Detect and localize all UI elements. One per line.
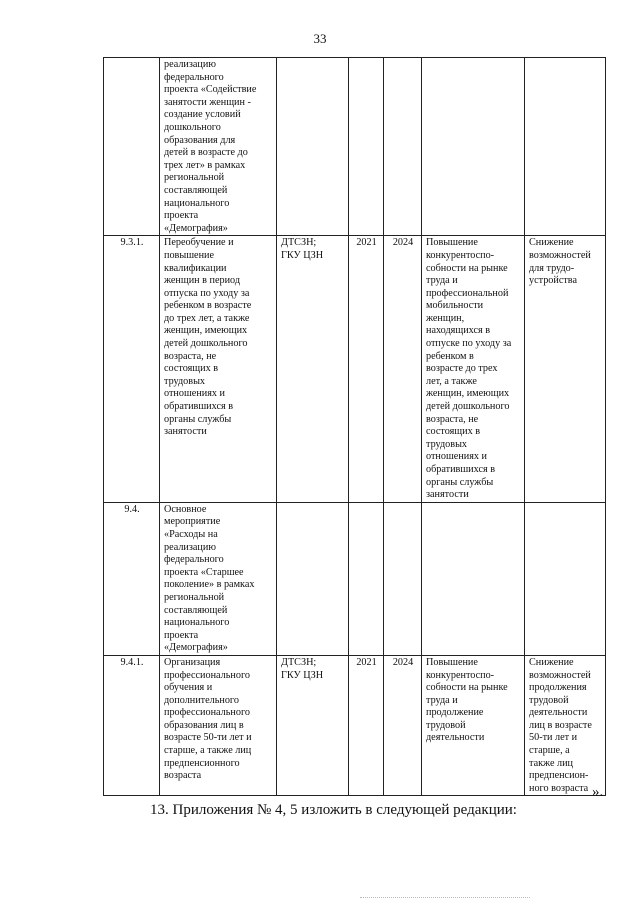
table-row — [104, 655, 606, 796]
end-year: 2024 — [384, 655, 422, 796]
closing-quote: ». — [592, 784, 604, 800]
executor — [277, 58, 349, 236]
page-number: 33 — [313, 31, 327, 46]
end-year: 2024 — [384, 236, 422, 502]
row-number: 9.3.1. — [104, 236, 160, 502]
expected-result — [422, 58, 525, 236]
measure-name — [160, 58, 277, 236]
executor — [277, 655, 349, 796]
row-number: 9.4.1. — [104, 655, 160, 796]
start-year — [349, 58, 384, 236]
amendment-statement: 13. Приложения № 4, 5 изложить в следующей редакции: — [150, 802, 517, 818]
table-row — [104, 502, 606, 655]
start-year: 2021 — [349, 655, 384, 796]
consequence — [525, 502, 606, 655]
executor — [277, 236, 349, 502]
expected-result-text: Повышение конкурентоспо- собности на рынке труда и продолжение трудовой деятельности — [426, 656, 508, 744]
row-number: 9.4. — [104, 502, 160, 655]
executor-text: ДТСЗН; ГКУ ЦЗН — [281, 656, 324, 681]
executor — [277, 502, 349, 655]
start-year: 2021 — [349, 236, 384, 502]
consequence-text: Снижение возможностей для трудо- устройства — [529, 237, 591, 287]
table-row — [104, 58, 606, 236]
measure-name — [160, 236, 277, 502]
start-year — [349, 502, 384, 655]
end-year — [384, 502, 422, 655]
table-row — [104, 236, 606, 502]
consequence — [525, 236, 606, 502]
measure-name-text: Организация профессионального обучения и дополнительного профессионального образования лиц в возрасте 50-ти лет и старше, а также лиц предпенсионного возраста — [164, 656, 252, 782]
measure-name — [160, 502, 277, 655]
scan-artifact-line — [360, 897, 530, 899]
measures-table — [103, 57, 606, 796]
row-number — [104, 58, 160, 236]
expected-result — [422, 655, 525, 796]
measure-name-text: Основное мероприятие «Расходы на реализацию федерального проекта «Старшее поколение» в рамках региональной составляющей национального проекта «Демография» — [164, 503, 255, 654]
expected-result — [422, 502, 525, 655]
expected-result-text: Повышение конкурентоспо- собности на рынке труда и профессиональной мобильности женщин, находящихся в отпуске по уходу за ребенком в возрасте до трех лет, а также женщин, имеющих детей дошкольного возраста, не состоящих в трудовых отношениях и обратившихся в органы службы занятости — [426, 237, 512, 501]
measure-name-text: Переобучение и повышение квалификации женщин в период отпуска по уходу за ребенком в возрасте до трех лет, а также женщин, имеющих детей дошкольного возраста, не состоящих в трудовых отношениях и обратившихся в органы службы занятости — [164, 237, 252, 438]
consequence — [525, 58, 606, 236]
end-year — [384, 58, 422, 236]
measure-name — [160, 655, 277, 796]
measure-name-text: реализацию федерального проекта «Содействие занятости женщин - создание условий дошкольного образования для детей в возрасте до трех лет» в рамках региональной составляющей национального проекта «Демография» — [164, 59, 257, 234]
consequence — [525, 655, 606, 796]
executor-text: ДТСЗН; ГКУ ЦЗН — [281, 237, 324, 261]
expected-result — [422, 236, 525, 502]
consequence-text: Снижение возможностей продолжения трудовой деятельности лиц в возрасте 50-ти лет и старше, а также лиц предпенсион- ного возраста — [529, 656, 592, 794]
